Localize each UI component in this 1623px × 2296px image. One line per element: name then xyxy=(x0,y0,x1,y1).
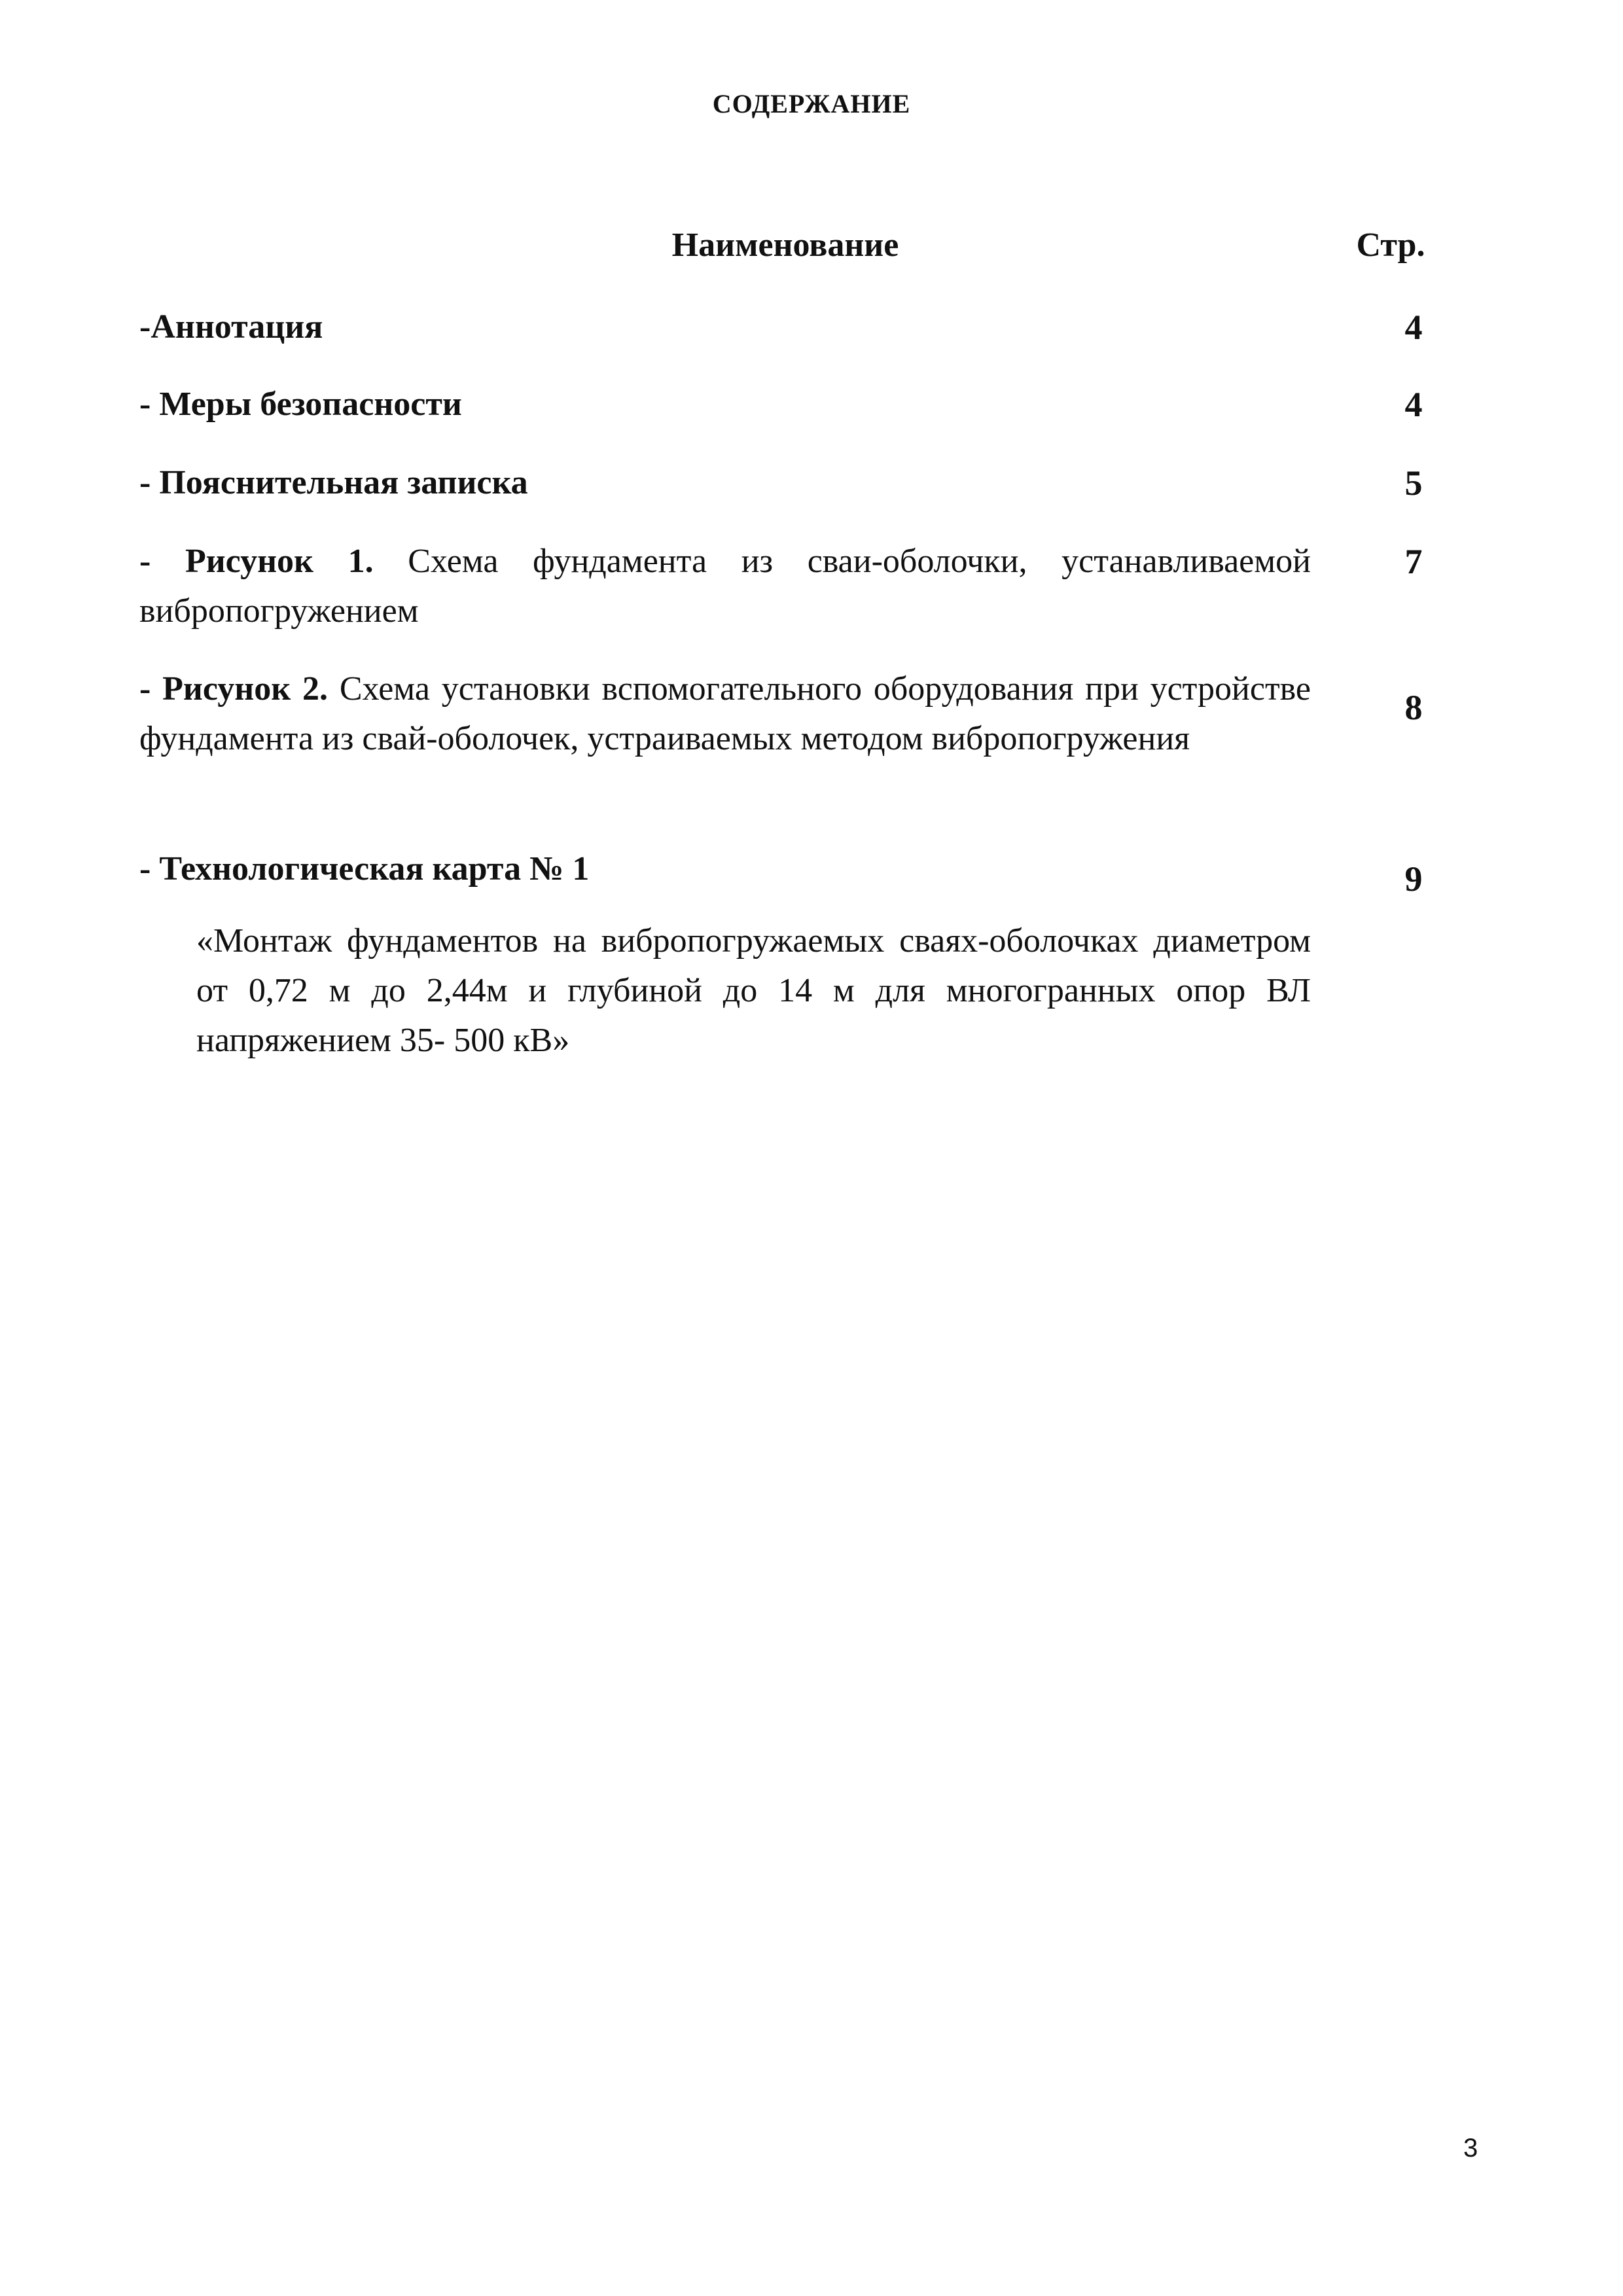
toc-page-safety: 4 xyxy=(1404,385,1423,424)
toc-page-figure-1: 7 xyxy=(1404,542,1423,581)
column-header-page: Стр. xyxy=(1356,226,1425,264)
toc-entry-figure-1 xyxy=(139,537,1311,636)
toc-page-explanatory-note: 5 xyxy=(1404,463,1423,503)
toc-entry-explanatory-note: - Пояснительная записка xyxy=(139,464,528,501)
toc-entry-figure-1-text: Схема фундамента из сваи-оболочки, устанавливаемой вибропогружением xyxy=(139,543,1311,630)
toc-entry-figure-1-prefix: - Рисунок 1. xyxy=(139,543,374,580)
page-number: 3 xyxy=(1463,2134,1478,2162)
column-header-name: Наименование xyxy=(671,226,899,264)
toc-page-figure-2: 8 xyxy=(1404,688,1423,727)
toc-entry-tech-card-1: - Технологическая карта № 1 xyxy=(139,850,590,888)
toc-page-annotation: 4 xyxy=(1404,308,1423,347)
toc-entry-annotation: -Аннотация xyxy=(139,308,323,346)
toc-entry-figure-2-text: Схема установки вспомогательного оборудования при устройстве фундамента из свай-оболочек, устраиваемых методом вибропогружения xyxy=(139,670,1311,757)
toc-entry-safety: - Меры безопасности xyxy=(139,386,462,423)
toc-entry-figure-2-prefix: - Рисунок 2. xyxy=(139,670,328,708)
page-title: СОДЕРЖАНИЕ xyxy=(712,89,911,118)
toc-page-tech-card-1: 9 xyxy=(1404,859,1423,899)
toc-entry-tech-card-1-description: «Монтаж фундаментов на вибропогружаемых сваях-оболочках диаметром от 0,72 м до 2,44м и глубиной до 14 м для многогранных опор ВЛ напряжением 35- 500 кВ» xyxy=(196,922,1311,1059)
toc-entry-figure-2 xyxy=(139,664,1311,764)
